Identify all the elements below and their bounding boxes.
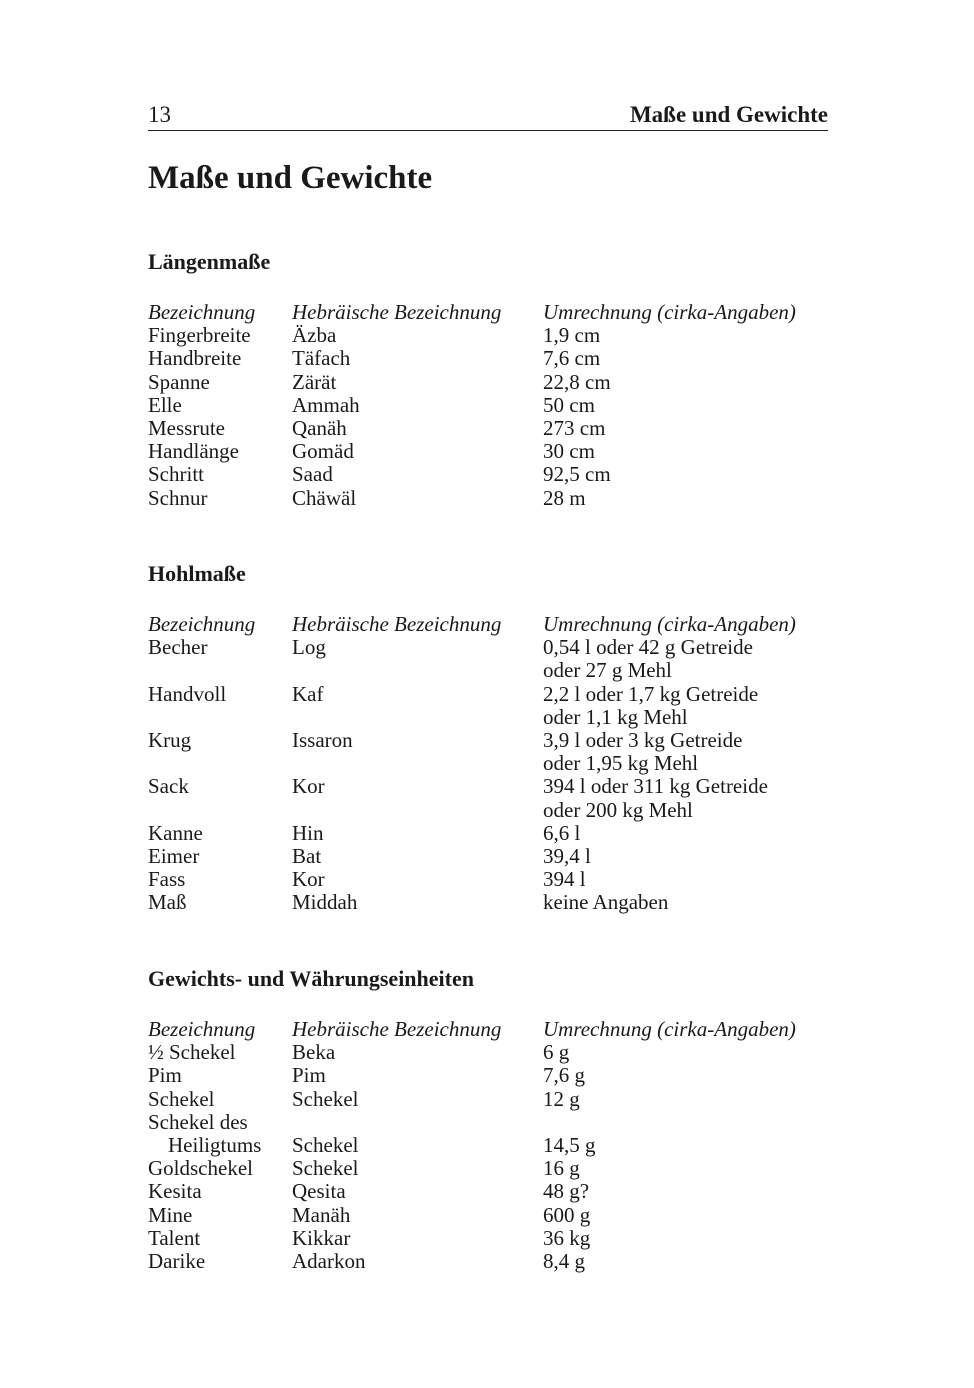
conversion: 48 g? xyxy=(543,1179,590,1204)
hebrew-name: Adarkon xyxy=(292,1249,366,1274)
unit-name: Maß xyxy=(148,890,187,915)
hebrew-name: Kikkar xyxy=(292,1225,351,1250)
table-row xyxy=(148,347,828,370)
conversion xyxy=(543,1111,828,1157)
conversion: 28 m xyxy=(543,485,586,510)
conversion xyxy=(543,683,828,729)
conversion: 16 g xyxy=(543,1156,580,1181)
unit-name: Krug xyxy=(148,728,192,753)
hebrew-name: Zärät xyxy=(292,369,337,394)
conversion: 600 g xyxy=(543,1202,591,1227)
section-heading: Gewichts- und Währungseinheiten xyxy=(148,966,474,991)
unit-name: Schnur xyxy=(148,485,208,510)
conversion: 50 cm xyxy=(543,392,595,417)
page-number: 13 xyxy=(148,102,171,127)
hebrew-name: Saad xyxy=(292,462,333,487)
unit-name-continuation: Heiligtums xyxy=(168,1133,262,1158)
column-header: Hebräische Bezeichnung xyxy=(292,1017,502,1041)
running-header xyxy=(148,102,828,131)
section-laengenmasse xyxy=(148,247,828,510)
conversion: 1,9 cm xyxy=(543,323,601,348)
column-header: Bezeichnung xyxy=(148,300,256,324)
hebrew-name: Täfach xyxy=(292,346,351,371)
page-title: Maße und Gewichte xyxy=(148,160,433,196)
hebrew-name: Middah xyxy=(292,890,358,915)
measure-table xyxy=(148,1018,828,1273)
conversion-line: oder 1,1 kg Mehl xyxy=(543,704,688,729)
hebrew-name: Gomäd xyxy=(292,439,354,464)
unit-name: Elle xyxy=(148,392,182,417)
hebrew-name: Kaf xyxy=(292,681,324,706)
table-row xyxy=(148,868,828,891)
table-header-row xyxy=(148,301,828,324)
measure-table xyxy=(148,613,828,915)
table-row xyxy=(148,1041,828,1064)
table-row xyxy=(148,324,828,347)
table-row xyxy=(148,1088,828,1111)
conversion: 36 kg xyxy=(543,1225,591,1250)
table-row xyxy=(148,487,828,510)
hebrew-name: Kor xyxy=(292,774,325,799)
table-row xyxy=(148,775,828,821)
hebrew-name: Qesita xyxy=(292,1179,346,1204)
conversion-line: oder 200 kg Mehl xyxy=(543,797,693,822)
unit-name: Eimer xyxy=(148,844,200,869)
unit-name: Kanne xyxy=(148,820,203,845)
hebrew-name: Beka xyxy=(292,1040,336,1065)
section-heading: Längenmaße xyxy=(148,249,271,274)
conversion: 6 g xyxy=(543,1040,570,1065)
conversion: keine Angaben xyxy=(543,890,669,915)
conversion-line: 3,9 l oder 3 kg Getreide xyxy=(543,728,743,753)
hebrew-name: Pim xyxy=(292,1063,326,1088)
conversion xyxy=(543,636,828,682)
table-row xyxy=(148,845,828,868)
conversion xyxy=(543,775,828,821)
unit-name: Talent xyxy=(148,1225,201,1250)
hebrew-name: Ammah xyxy=(292,392,360,417)
table-row xyxy=(148,417,828,440)
table-row xyxy=(148,636,828,682)
column-header: Umrechnung (cirka-Angaben) xyxy=(543,300,796,324)
table-row xyxy=(148,1111,828,1157)
unit-name: ½ Schekel xyxy=(148,1040,236,1065)
table-row xyxy=(148,891,828,914)
conversion: 7,6 cm xyxy=(543,346,601,371)
table-header-row xyxy=(148,613,828,636)
running-title: Maße und Gewichte xyxy=(629,102,828,127)
conversion: 30 cm xyxy=(543,439,595,464)
table-header-row xyxy=(148,1018,828,1041)
hebrew-name: Issaron xyxy=(292,728,353,753)
conversion-line: 394 l oder 311 kg Getreide xyxy=(543,774,768,799)
table-row xyxy=(148,1180,828,1203)
table-row xyxy=(148,822,828,845)
column-header: Bezeichnung xyxy=(148,612,256,636)
hebrew-name: Log xyxy=(292,635,326,660)
column-header: Bezeichnung xyxy=(148,1017,256,1041)
table-row xyxy=(148,1227,828,1250)
table-row xyxy=(148,729,828,775)
unit-name xyxy=(148,1111,292,1157)
table-row xyxy=(148,683,828,729)
conversion-line: 2,2 l oder 1,7 kg Getreide xyxy=(543,681,759,706)
conversion: 7,6 g xyxy=(543,1063,585,1088)
table-row xyxy=(148,1204,828,1227)
table-row xyxy=(148,440,828,463)
hebrew-name: Chäwäl xyxy=(292,485,357,510)
conversion: 92,5 cm xyxy=(543,462,611,487)
unit-name: Becher xyxy=(148,635,208,660)
hebrew-name: Manäh xyxy=(292,1202,351,1227)
conversion: 6,6 l xyxy=(543,820,581,845)
unit-name: Handlänge xyxy=(148,439,239,464)
unit-name-line: Schekel des xyxy=(148,1109,248,1134)
conversion: 394 l xyxy=(543,867,586,892)
unit-name: Schritt xyxy=(148,462,204,487)
conversion: 22,8 cm xyxy=(543,369,611,394)
column-header: Hebräische Bezeichnung xyxy=(292,612,502,636)
measure-table xyxy=(148,301,828,510)
unit-name: Handbreite xyxy=(148,346,242,371)
section-hohlmasse xyxy=(148,559,828,915)
conversion: 8,4 g xyxy=(543,1249,585,1274)
conversion-line: oder 1,95 kg Mehl xyxy=(543,751,699,776)
conversion-line: 0,54 l oder 42 g Getreide xyxy=(543,635,753,660)
section-heading: Hohlmaße xyxy=(148,561,246,586)
unit-name: Goldschekel xyxy=(148,1156,253,1181)
unit-name: Schekel xyxy=(148,1086,215,1111)
conversion xyxy=(543,729,828,775)
unit-name: Fingerbreite xyxy=(148,323,251,348)
unit-name: Kesita xyxy=(148,1179,202,1204)
hebrew-name: Qanäh xyxy=(292,416,347,441)
unit-name: Messrute xyxy=(148,416,225,441)
column-header: Umrechnung (cirka-Angaben) xyxy=(543,1017,796,1041)
hebrew-name: Kor xyxy=(292,867,325,892)
table-row xyxy=(148,1064,828,1087)
table-row xyxy=(148,394,828,417)
hebrew-name: Äzba xyxy=(292,323,337,348)
unit-name: Mine xyxy=(148,1202,193,1227)
table-row xyxy=(148,1250,828,1273)
unit-name: Handvoll xyxy=(148,681,227,706)
unit-name: Pim xyxy=(148,1063,182,1088)
column-header: Hebräische Bezeichnung xyxy=(292,300,502,324)
hebrew-name-line: Schekel xyxy=(292,1133,359,1158)
conversion: 12 g xyxy=(543,1086,580,1111)
conversion: 273 cm xyxy=(543,416,606,441)
unit-name: Spanne xyxy=(148,369,210,394)
table-row xyxy=(148,371,828,394)
conversion: 39,4 l xyxy=(543,844,591,869)
unit-name: Darike xyxy=(148,1249,206,1274)
table-row xyxy=(148,1157,828,1180)
section-gewichte xyxy=(148,964,828,1273)
hebrew-name: Schekel xyxy=(292,1156,359,1181)
conversion-line: 14,5 g xyxy=(543,1133,596,1158)
unit-name: Fass xyxy=(148,867,186,892)
unit-name: Sack xyxy=(148,774,189,799)
hebrew-name xyxy=(292,1111,543,1157)
hebrew-name: Hin xyxy=(292,820,324,845)
hebrew-name: Schekel xyxy=(292,1086,359,1111)
conversion-line: oder 27 g Mehl xyxy=(543,658,672,683)
table-row xyxy=(148,463,828,486)
hebrew-name: Bat xyxy=(292,844,322,869)
column-header: Umrechnung (cirka-Angaben) xyxy=(543,612,796,636)
